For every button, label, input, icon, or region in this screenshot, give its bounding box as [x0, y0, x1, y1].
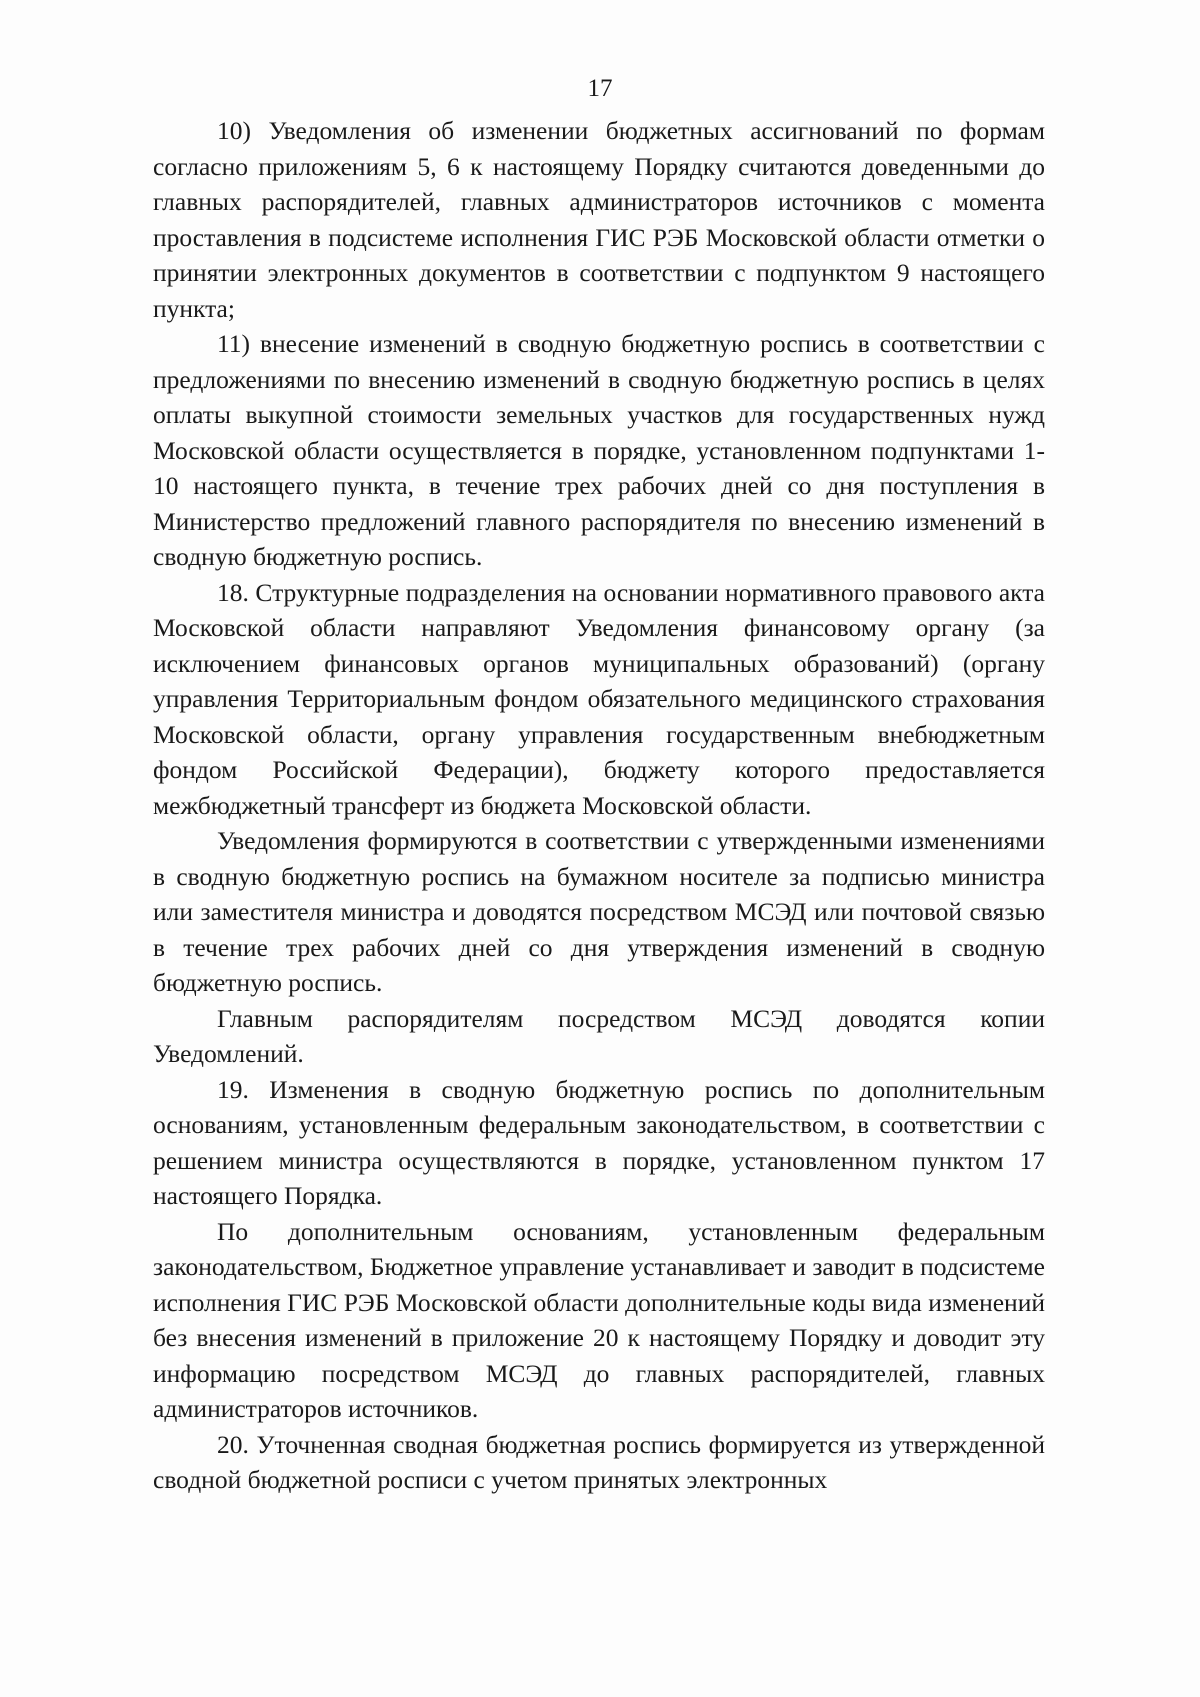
paragraph-11: 11) внесение изменений в сводную бюджетную роспись в соответствии с предложениями по внесению изменений в сводную бюджетную роспись в целях оплаты выкупной стоимости земельных участков для государственных нужд Московской области осуществляется в порядке, установленном подпунктами 1-10 настоящего пункта, в течение трех рабочих дней со дня поступления в Министерство предложений главного распорядителя по внесению изменений в сводную бюджетную роспись. — [153, 329, 1045, 571]
page-number: 17 — [587, 75, 613, 102]
paragraph-main-managers: Главным распорядителям посредством МСЭД доводятся копии Уведомлений. — [153, 1003, 1045, 1068]
paragraph-20: 20. Уточненная сводная бюджетная роспись формируется из утвержденной сводной бюджетной росписи с учетом принятых электронных — [153, 1429, 1045, 1494]
paragraph-notifications: Уведомления формируются в соответствии с утвержденными изменениями в сводную бюджетную роспись на бумажном носителе за подписью министра или заместителя министра и доводятся посредством МСЭД или почтовой связью в течение трех рабочих дней со дня утверждения изменений в сводную бюджетную роспись. — [153, 826, 1045, 997]
paragraph-10: 10) Уведомления об изменении бюджетных ассигнований по формам согласно приложениям 5, 6 к настоящему Порядку считаются доведенными до главных распорядителей, главных администраторов источников с момента проставления в подсистеме исполнения ГИС РЭБ Московской области отметки о принятии электронных документов в соответствии с подпунктом 9 настоящего пункта; — [153, 116, 1045, 323]
body-text — [153, 113, 1045, 1498]
paragraph-additional-grounds: По дополнительным основаниям, установленным федеральным законодательством, Бюджетное управление устанавливает и заводит в подсистеме исполнения ГИС РЭБ Московской области дополнительные коды вида изменений без внесения изменений в приложение 20 к настоящему Порядку и доводит эту информацию посредством МСЭД до главных распорядителей, главных администраторов источников. — [153, 1216, 1045, 1423]
paragraph-19: 19. Изменения в сводную бюджетную роспись по дополнительным основаниям, установленным федеральным законодательством, в соответствии с решением министра осуществляются в порядке, установленном пунктом 17 настоящего Порядка. — [153, 1074, 1045, 1210]
paragraph-18: 18. Структурные подразделения на основании нормативного правового акта Московской области направляют Уведомления финансовому органу (за исключением финансовых органов муниципальных образований) (органу управления Территориальным фондом обязательного медицинского страхования Московской области, органу управления государственным внебюджетным фондом Российской Федерации), бюджету которого предоставляется межбюджетный трансферт из бюджета Московской области. — [153, 577, 1045, 820]
